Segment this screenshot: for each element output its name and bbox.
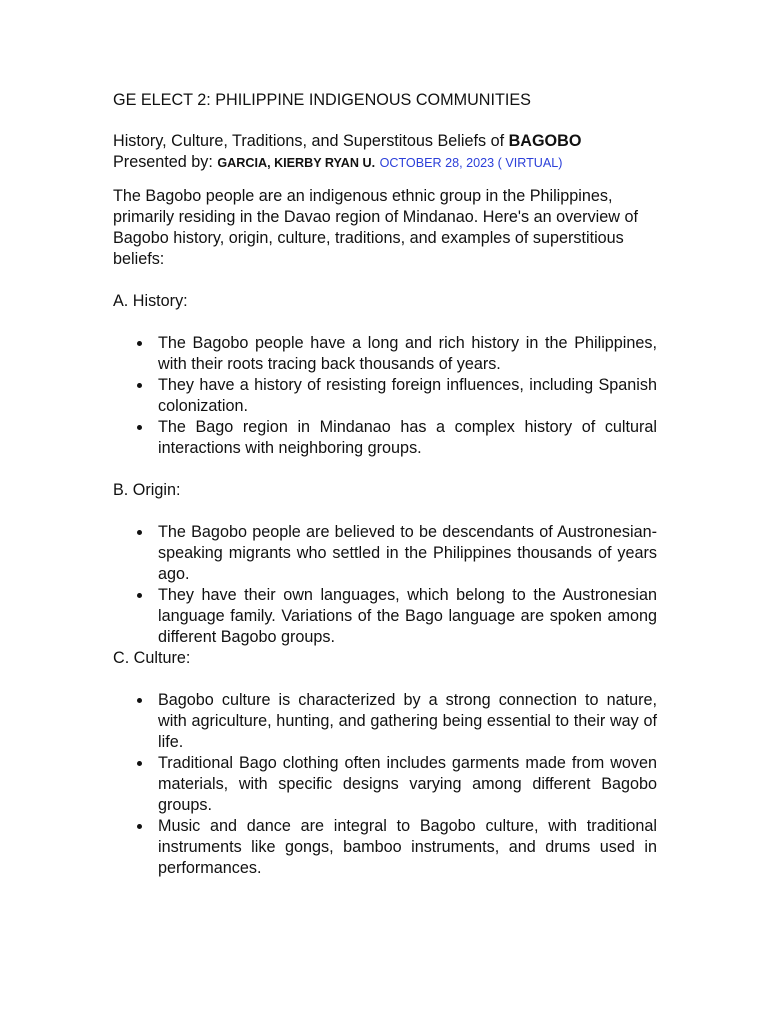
list-item: The Bagobo people are believed to be descendants of Austronesian-speaking migrants who settled in the Philippines thousands of years ago. bbox=[158, 523, 657, 583]
presenter-line bbox=[113, 152, 657, 174]
presenter-label: Presented by: bbox=[113, 153, 218, 171]
list-item: Bagobo culture is characterized by a strong connection to nature, with agriculture, hunting, and gathering being essential to their way of life. bbox=[158, 691, 657, 751]
subtitle-text: History, Culture, Traditions, and Superstitous Beliefs of bbox=[113, 132, 509, 150]
subtitle-line bbox=[113, 131, 657, 152]
list-item: The Bagobo people have a long and rich history in the Philippines, with their roots tracing back thousands of years. bbox=[158, 334, 657, 373]
group-name: BAGOBO bbox=[508, 132, 582, 150]
course-title: GE ELECT 2: PHILIPPINE INDIGENOUS COMMUNITIES bbox=[113, 91, 531, 109]
list-item: Music and dance are integral to Bagobo culture, with traditional instruments like gongs, bamboo instruments, and drums used in performances. bbox=[158, 817, 657, 877]
presenter-name: GARCIA, KIERBY RYAN U. bbox=[217, 156, 376, 170]
presentation-date: OCTOBER 28, 2023 ( VIRTUAL) bbox=[379, 156, 563, 170]
history-heading: A. History: bbox=[113, 292, 188, 310]
culture-heading: C. Culture: bbox=[113, 649, 191, 667]
document-page bbox=[113, 90, 657, 879]
history-list bbox=[113, 333, 657, 459]
list-item: They have their own languages, which belong to the Austronesian language family. Variations of the Bago language are spoken among different Bagobo groups. bbox=[158, 586, 657, 646]
culture-list bbox=[113, 690, 657, 879]
document-subtitle bbox=[113, 131, 657, 174]
origin-heading: B. Origin: bbox=[113, 481, 181, 499]
list-item: The Bago region in Mindanao has a complex history of cultural interactions with neighboring groups. bbox=[158, 418, 657, 457]
origin-list bbox=[113, 522, 657, 648]
list-item: They have a history of resisting foreign influences, including Spanish colonization. bbox=[158, 376, 657, 415]
list-item: Traditional Bago clothing often includes garments made from woven materials, with specific designs varying among different Bagobo groups. bbox=[158, 754, 657, 814]
intro-paragraph: The Bagobo people are an indigenous ethnic group in the Philippines, primarily residing in the Davao region of Mindanao. Here's an overview of Bagobo history, origin, culture, traditions, and examples of superstitious beliefs: bbox=[113, 187, 638, 268]
